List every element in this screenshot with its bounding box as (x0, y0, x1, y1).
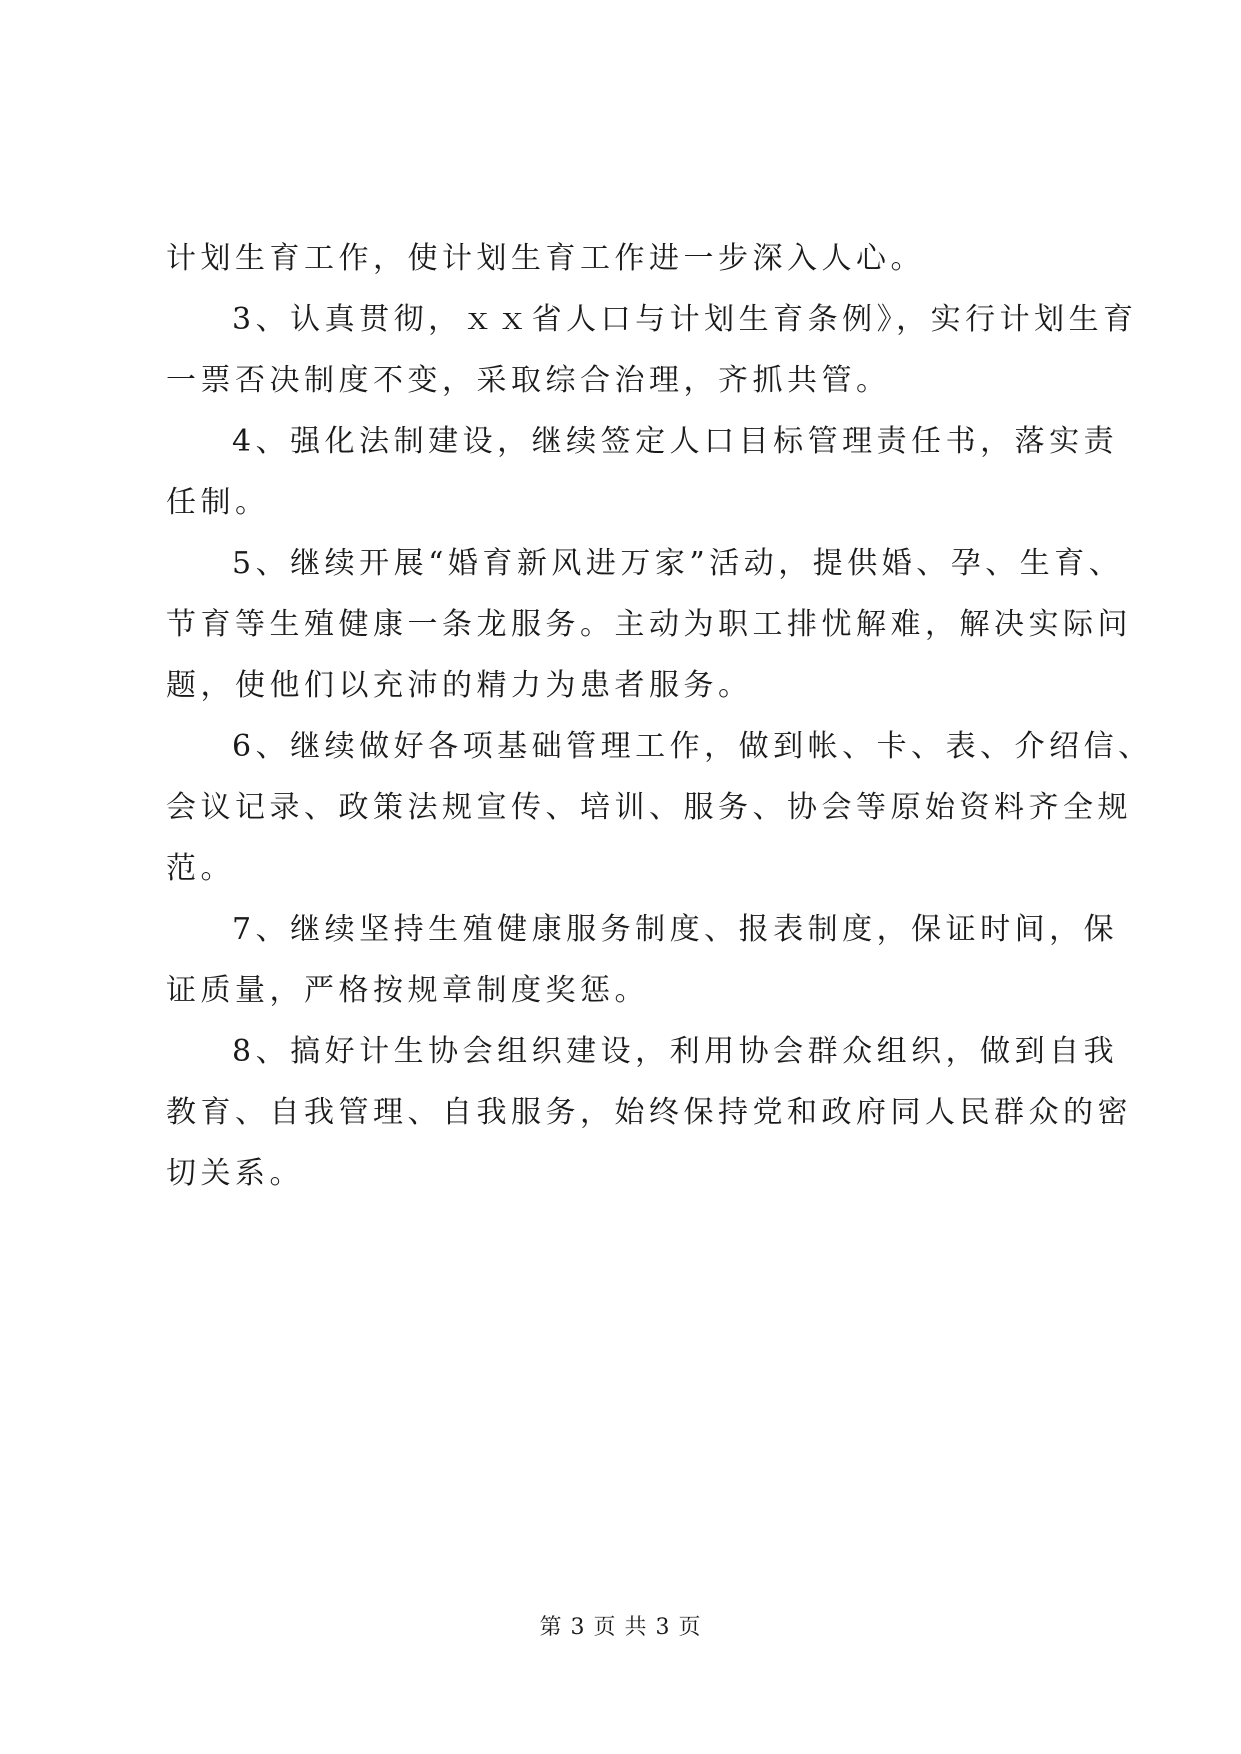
paragraph-7-line-1: 7、继续坚持生殖健康服务制度、报表制度，保证时间，保 (232, 912, 1119, 947)
text-line: 计划生育工作，使计划生育工作进一步深入人心。 (166, 241, 925, 276)
paragraph-7-line-2: 证质量，严格按规章制度奖惩。 (166, 973, 649, 1008)
paragraph-3-line-2: 一票否决制度不变，采取综合治理，齐抓共管。 (166, 363, 891, 398)
paragraph-6-line-1: 6、继续做好各项基础管理工作，做到帐、卡、表、介绍信、 (232, 729, 1153, 764)
paragraph-8-line-1: 8、搞好计生协会组织建设，利用协会群众组织，做到自我 (232, 1034, 1119, 1069)
paragraph-4-line-2: 任制。 (166, 485, 270, 520)
page-number-footer: 第 3 页 共 3 页 (539, 1615, 702, 1640)
paragraph-5-line-1: 5、继续开展“婚育新风进万家”活动，提供婚、孕、生育、 (232, 546, 1124, 581)
paragraph-6-line-2: 会议记录、政策法规宣传、培训、服务、协会等原始资料齐全规 (166, 790, 1132, 825)
paragraph-5-line-3: 题，使他们以充沛的精力为患者服务。 (166, 668, 753, 703)
paragraph-3-line-1: 3、认真贯彻，ｘｘ省人口与计划生育条例》，实行计划生育 (232, 302, 1138, 337)
paragraph-5-line-2: 节育等生殖健康一条龙服务。主动为职工排忧解难，解决实际问 (166, 607, 1132, 642)
paragraph-4-line-1: 4、强化法制建设，继续签定人口目标管理责任书，落实责 (232, 424, 1119, 459)
paragraph-8-line-2: 教育、自我管理、自我服务，始终保持党和政府同人民群众的密 (166, 1095, 1132, 1130)
body-text (166, 228, 1153, 1204)
paragraph-8-line-3: 切关系。 (166, 1156, 304, 1191)
paragraph-6-line-3: 范。 (166, 851, 235, 886)
